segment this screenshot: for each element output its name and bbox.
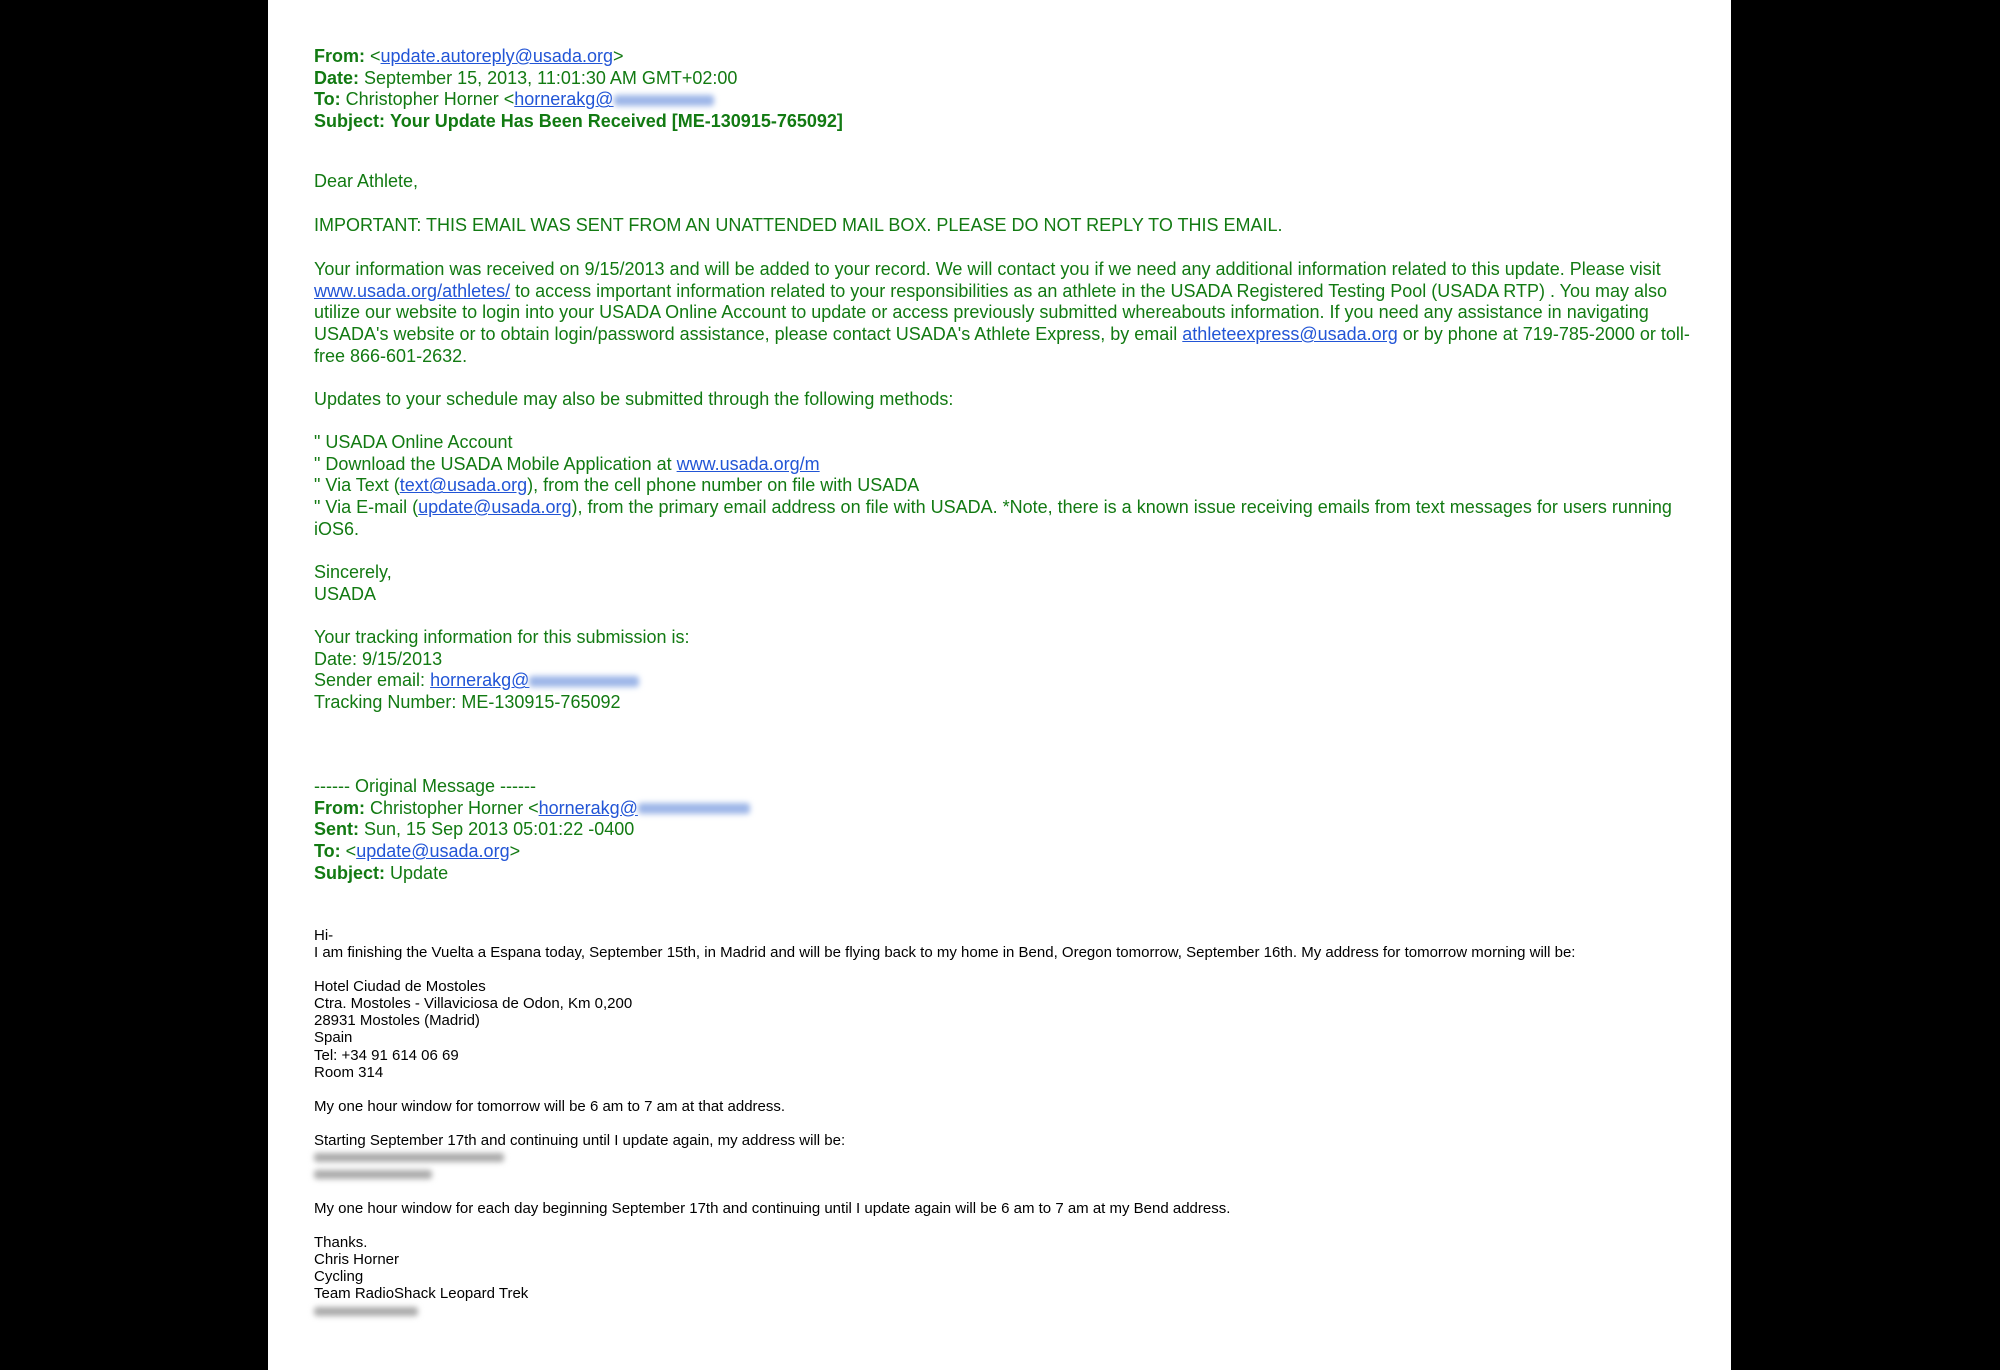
signoff-usada: USADA	[314, 583, 377, 604]
methods-list	[314, 432, 1704, 541]
original-body	[314, 927, 1714, 1319]
address-line: Room 314	[314, 1063, 384, 1081]
address-line: Ctra. Mostoles - Villaviciosa de Odon, Km 0,200	[314, 995, 633, 1013]
orig-to-prefix: <	[345, 841, 357, 862]
method-text-b: ), from the cell phone number on file with USADA	[527, 475, 920, 496]
athleteexpress-link[interactable]: athleteexpress@usada.org	[1182, 324, 1398, 345]
orig-from-label: From:	[314, 797, 365, 818]
update-email-link[interactable]: update@usada.org	[418, 497, 572, 518]
orig-sent-value: Sun, 15 Sep 2013 05:01:22 -0400	[364, 819, 635, 840]
body-window2: My one hour window for each day beginning September 17th and continuing until I update again will be 6 am to 7 am at my Bend address.	[314, 1199, 1231, 1217]
address-line: 28931 Mostoles (Madrid)	[314, 1012, 480, 1030]
from-suffix: >	[612, 46, 624, 66]
tracking-number: Tracking Number: ME-130915-765092	[314, 692, 621, 713]
address-line: Tel: +34 91 614 06 69	[314, 1046, 459, 1064]
subject-label: Subject:	[314, 111, 386, 132]
date-value: September 15, 2013, 11:01:30 AM GMT+02:00	[364, 67, 738, 88]
orig-subject-value: Update	[390, 862, 449, 883]
athletes-link[interactable]: www.usada.org/athletes/	[314, 280, 511, 301]
body-thanks: Thanks.	[314, 1234, 368, 1252]
tracking-intro: Your tracking information for this submission is:	[314, 627, 690, 647]
method-email-a: " Via E-mail (	[314, 497, 419, 518]
method-app-text: " Download the USADA Mobile Application at	[314, 453, 677, 474]
subject-value: Your Update Has Been Received [ME-130915-765092]	[390, 111, 843, 132]
original-header	[314, 776, 1704, 885]
method-text-a: " Via Text (	[314, 475, 400, 496]
tracking-sender-label: Sender email:	[314, 670, 431, 691]
mobile-app-link[interactable]: www.usada.org/m	[676, 453, 820, 474]
tracking-sender-link[interactable]: hornerakg@	[430, 670, 530, 691]
body-team: Team RadioShack Leopard Trek	[314, 1285, 529, 1303]
orig-from-prefix: Christopher Horner <	[370, 797, 539, 818]
from-email-link[interactable]: update.autoreply@usada.org	[380, 46, 613, 66]
body-name: Chris Horner	[314, 1251, 400, 1269]
orig-sent-label: Sent:	[314, 819, 359, 840]
orig-to-label: To:	[314, 841, 341, 862]
info-text-a: Your information was received on 9/15/2013 and will be added to your record. We will contact you if we need any additional information related to this update. Please visit	[314, 259, 1661, 279]
redacted-domain	[614, 95, 714, 106]
method-app	[314, 454, 1704, 476]
greeting: Dear Athlete,	[314, 171, 419, 191]
date-label: Date:	[314, 67, 360, 88]
method-email-b: ), from the primary email address on file with USADA. *Note, there is a known issue receiving emails from text messages for users running iOS6.	[314, 497, 1672, 539]
info-text-c: or by phone at 719-785-2000 or toll-free 866-601-2632.	[314, 324, 1690, 366]
redacted-domain	[638, 803, 750, 814]
tracking-info	[314, 627, 1704, 714]
important-notice: IMPORTANT: THIS EMAIL WAS SENT FROM AN UNATTENDED MAIL BOX. PLEASE DO NOT REPLY TO THIS EMAIL.	[314, 215, 1283, 235]
tracking-date: Date: 9/15/2013	[314, 648, 443, 669]
info-paragraph	[314, 259, 1704, 368]
method-email	[314, 497, 1704, 540]
to-prefix: Christopher Horner <	[345, 89, 515, 110]
method-online: " USADA Online Account	[314, 432, 513, 452]
orig-to-suffix: >	[509, 841, 521, 862]
redacted-phone	[314, 1302, 1714, 1319]
email-page	[268, 0, 1731, 1370]
signoff-sincerely: Sincerely,	[314, 562, 392, 582]
signoff	[314, 562, 1704, 605]
redacted-domain	[529, 676, 639, 687]
orig-from-link[interactable]: hornerakg@	[538, 797, 638, 818]
address-line: Spain	[314, 1029, 353, 1047]
address-line: Hotel Ciudad de Mostoles	[314, 978, 486, 996]
reply-header	[314, 46, 843, 133]
from-label: From:	[314, 46, 365, 66]
orig-subject-label: Subject:	[314, 862, 386, 883]
method-text	[314, 475, 1704, 497]
to-email-link[interactable]: hornerakg@	[514, 89, 614, 110]
body-window1: My one hour window for tomorrow will be 6 am to 7 am at that address.	[314, 1097, 786, 1115]
text-email-link[interactable]: text@usada.org	[399, 475, 528, 496]
body-line1: I am finishing the Vuelta a Espana today, September 15th, in Madrid and will be flying back to my home in Bend, Oregon tomorrow, September 16th. My address for tomorrow morning will be:	[314, 944, 1576, 962]
info-text-b: to access important information related to your responsibilities as an athlete in the USADA Registered Testing Pool (USADA RTP) . You may also utilize our website to login into your USADA Online Account to update or access previously submitted whereabouts information. If you need any assistance in navigating USADA's website or to obtain login/password assistance, please contact USADA's Athlete Express, by email	[314, 280, 1668, 345]
body-starting: Starting September 17th and continuing until I update again, my address will be:	[314, 1131, 846, 1149]
body-hi: Hi-	[314, 927, 334, 944]
methods-intro: Updates to your schedule may also be submitted through the following methods:	[314, 389, 954, 409]
redacted-address	[314, 1149, 1714, 1166]
body-sport: Cycling	[314, 1268, 364, 1286]
original-divider: ------ Original Message ------	[314, 776, 536, 796]
to-label: To:	[314, 89, 341, 110]
orig-to-link[interactable]: update@usada.org	[356, 841, 510, 862]
from-prefix: <	[370, 46, 381, 66]
